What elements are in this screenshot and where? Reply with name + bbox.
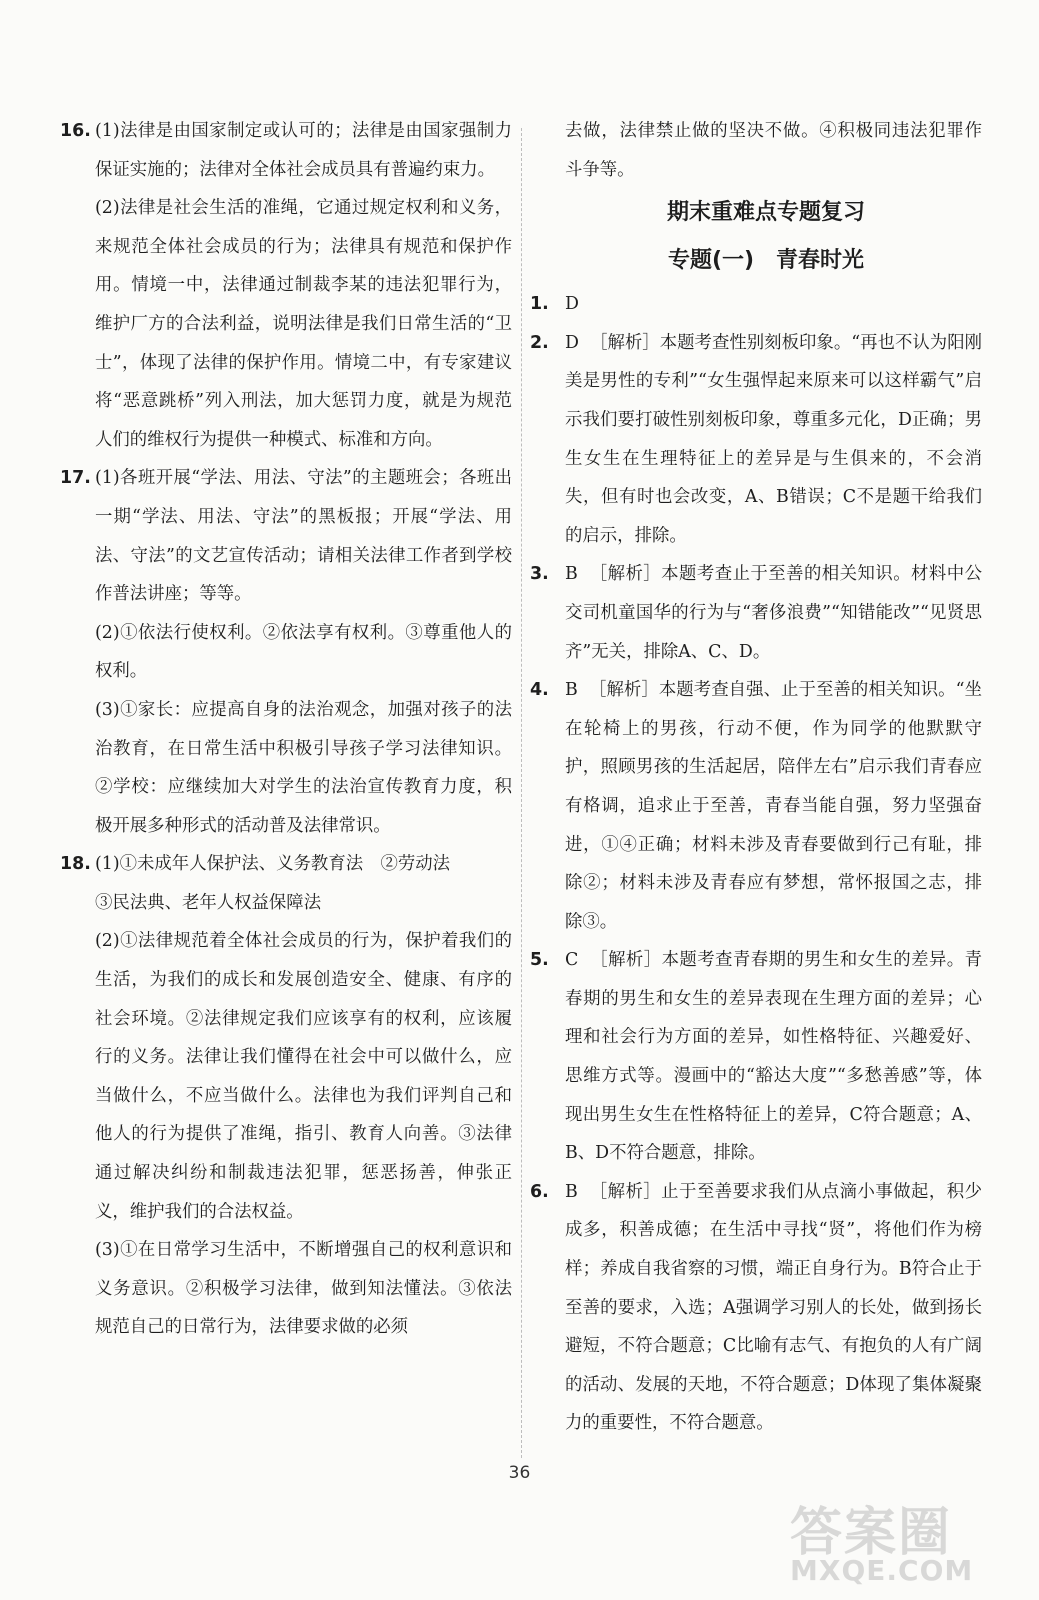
- question-number: 16.: [60, 121, 91, 141]
- item-text: 本题考查性别刻板印象。“再也不认为阳刚美是男性的专利”“女生强悍起来原来可以这样霸气”启示我们要打破性别刻板印象，尊重多元化，D正确；男生女生在生理特征上的差异是与生俱来的，不会消失，但有时也会改变，A、B错误；C不是题干给我们的启示，排除。: [565, 332, 982, 546]
- answer-text: (1)法律是由国家制定或认可的；法律是由国家强制力保证实施的；法律对全体社会成员具有普遍约束力。: [95, 121, 512, 180]
- section-heading: 期末重难点专题复习: [666, 200, 865, 226]
- watermark-text-bottom: MXQE.COM: [790, 1554, 974, 1587]
- analysis-tag: ［解析］: [588, 680, 659, 701]
- item-text: 本题考查青春期的男生和女生的差异。青春期的男生和女生的差异表现在生理方面的差异；心理和社会行为方面的差异，如性格特征、兴趣爱好、思维方式等。漫画中的“豁达大度”“多愁善感”等，体现出男生女生在性格特征上的差异，C符合题意；A、B、D不符合题意，排除。: [565, 950, 982, 1164]
- question-17: [60, 459, 512, 613]
- right-column: [530, 112, 982, 1443]
- item-3: [530, 555, 982, 671]
- item-1: [530, 285, 982, 324]
- answer-paragraph: (2)①法律规范着全体社会成员的行为，保护着我们的生活，为我们的成长和发展创造安全、健康、有序的社会环境。②法律规定我们应该享有的权利，应该履行的义务。法律让我们懂得在社会中可以做什么，应当做什么，不应当做什么。法律也为我们评判自己和他人的行为提供了准绳，指引、教育人向善。③法律通过解决纠纷和制裁违法犯罪，惩恶扬善，伸张正义，维护我们的合法权益。: [95, 931, 512, 1222]
- watermark-logo: [790, 1490, 1005, 1590]
- item-number: 6.: [530, 1181, 549, 1202]
- answer-text: (1)①未成年人保护法、义务教育法 ②劳动法: [95, 854, 451, 875]
- answer-paragraph: (2)①依法行使权利。②依法享有权利。③尊重他人的权利。: [95, 622, 512, 682]
- column-divider: [521, 128, 522, 1458]
- item-answer: D: [565, 294, 579, 315]
- question-16: [60, 112, 512, 189]
- continuation-text: 去做，法律禁止做的坚决不做。④积极同违法犯罪作斗争等。: [565, 121, 982, 180]
- analysis-tag: ［解析］: [589, 564, 662, 585]
- item-number: 2.: [530, 332, 549, 353]
- watermark-text-top: 答案圈: [790, 1503, 953, 1563]
- item-answer: D: [565, 332, 579, 353]
- item-text: 本题考查止于至善的相关知识。材料中公交司机童国华的行为与“奢侈浪费”“知错能改”“见贤思齐”无关，排除A、C、D。: [565, 564, 982, 662]
- question-number: 17.: [60, 468, 91, 489]
- answer-paragraph: (3)①家长：应提高自身的法治观念，加强对孩子的法治教育，在日常生活中积极引导孩子学习法律知识。②学校：应继续加大对学生的法治宣传教育力度，积极开展多种形式的活动普及法律常识。: [95, 699, 512, 836]
- item-5: [530, 941, 982, 1173]
- page-number: 36: [508, 1463, 531, 1483]
- item-number: 4.: [530, 680, 549, 701]
- analysis-tag: ［解析］: [590, 332, 660, 353]
- answer-text: (1)各班开展“学法、用法、守法”的主题班会；各班出一期“学法、用法、守法”的黑板报；开展“学法、用法、守法”的文艺宣传活动；请相关法律工作者到学校作普法讲座；等等。: [95, 468, 512, 605]
- analysis-tag: ［解析］: [589, 1181, 662, 1202]
- left-column: [60, 112, 512, 1347]
- topic-heading: 专题(一) 青春时光: [667, 248, 865, 274]
- item-6: [530, 1173, 982, 1443]
- item-2: [530, 324, 982, 556]
- item-answer: B: [565, 564, 578, 585]
- item-4: [530, 671, 982, 941]
- question-number: 18.: [60, 854, 91, 875]
- item-text: 止于至善要求我们从点滴小事做起，积少成多，积善成德；在生活中寻找“贤”，将他们作为榜样；养成自我省察的习惯，端正自身行为。B符合止于至善的要求，入选；A强调学习别人的长处，做到扬长避短，不符合题意；C比喻有志气、有抱负的人有广阔的活动、发展的天地，不符合题意；D体现了集体凝聚力的重要性，不符合题意。: [565, 1181, 982, 1434]
- item-answer: B: [565, 1181, 578, 1202]
- item-number: 5.: [530, 950, 549, 971]
- item-text: 本题考查自强、止于至善的相关知识。“坐在轮椅上的男孩，行动不便，作为同学的他默默守护，照顾男孩的生活起居，陪伴左右”启示我们青春应有格调，追求止于至善，青春当能自强，努力坚强奋进，①④正确；材料未涉及青春要做到行己有耻，排除②；材料未涉及青春应有梦想，常怀报国之志，排除③。: [565, 680, 982, 932]
- item-number: 3.: [530, 564, 549, 585]
- analysis-tag: ［解析］: [590, 950, 662, 971]
- answer-paragraph: (3)①在日常学习生活中，不断增强自己的权利意识和义务意识。②积极学习法律，做到知法懂法。③依法规范自己的日常行为，法律要求做的必须: [95, 1240, 512, 1338]
- question-18: [60, 845, 512, 884]
- answer-paragraph: (2)法律是社会生活的准绳，它通过规定权利和义务，来规范全体社会成员的行为；法律具有规范和保护作用。情境一中，法律通过制裁李某的违法犯罪行为，维护厂方的合法利益，说明法律是我们日常生活的“卫士”，体现了法律的保护作用。情境二中，有专家建议将“恶意跳桥”列入刑法，加大惩罚力度，就是为规范人们的维权行为提供一种模式、标准和方向。: [95, 198, 512, 450]
- item-answer: B: [565, 680, 578, 701]
- answer-paragraph: ③民法典、老年人权益保障法: [95, 892, 322, 913]
- item-answer: C: [565, 950, 579, 971]
- item-number: 1.: [530, 294, 549, 315]
